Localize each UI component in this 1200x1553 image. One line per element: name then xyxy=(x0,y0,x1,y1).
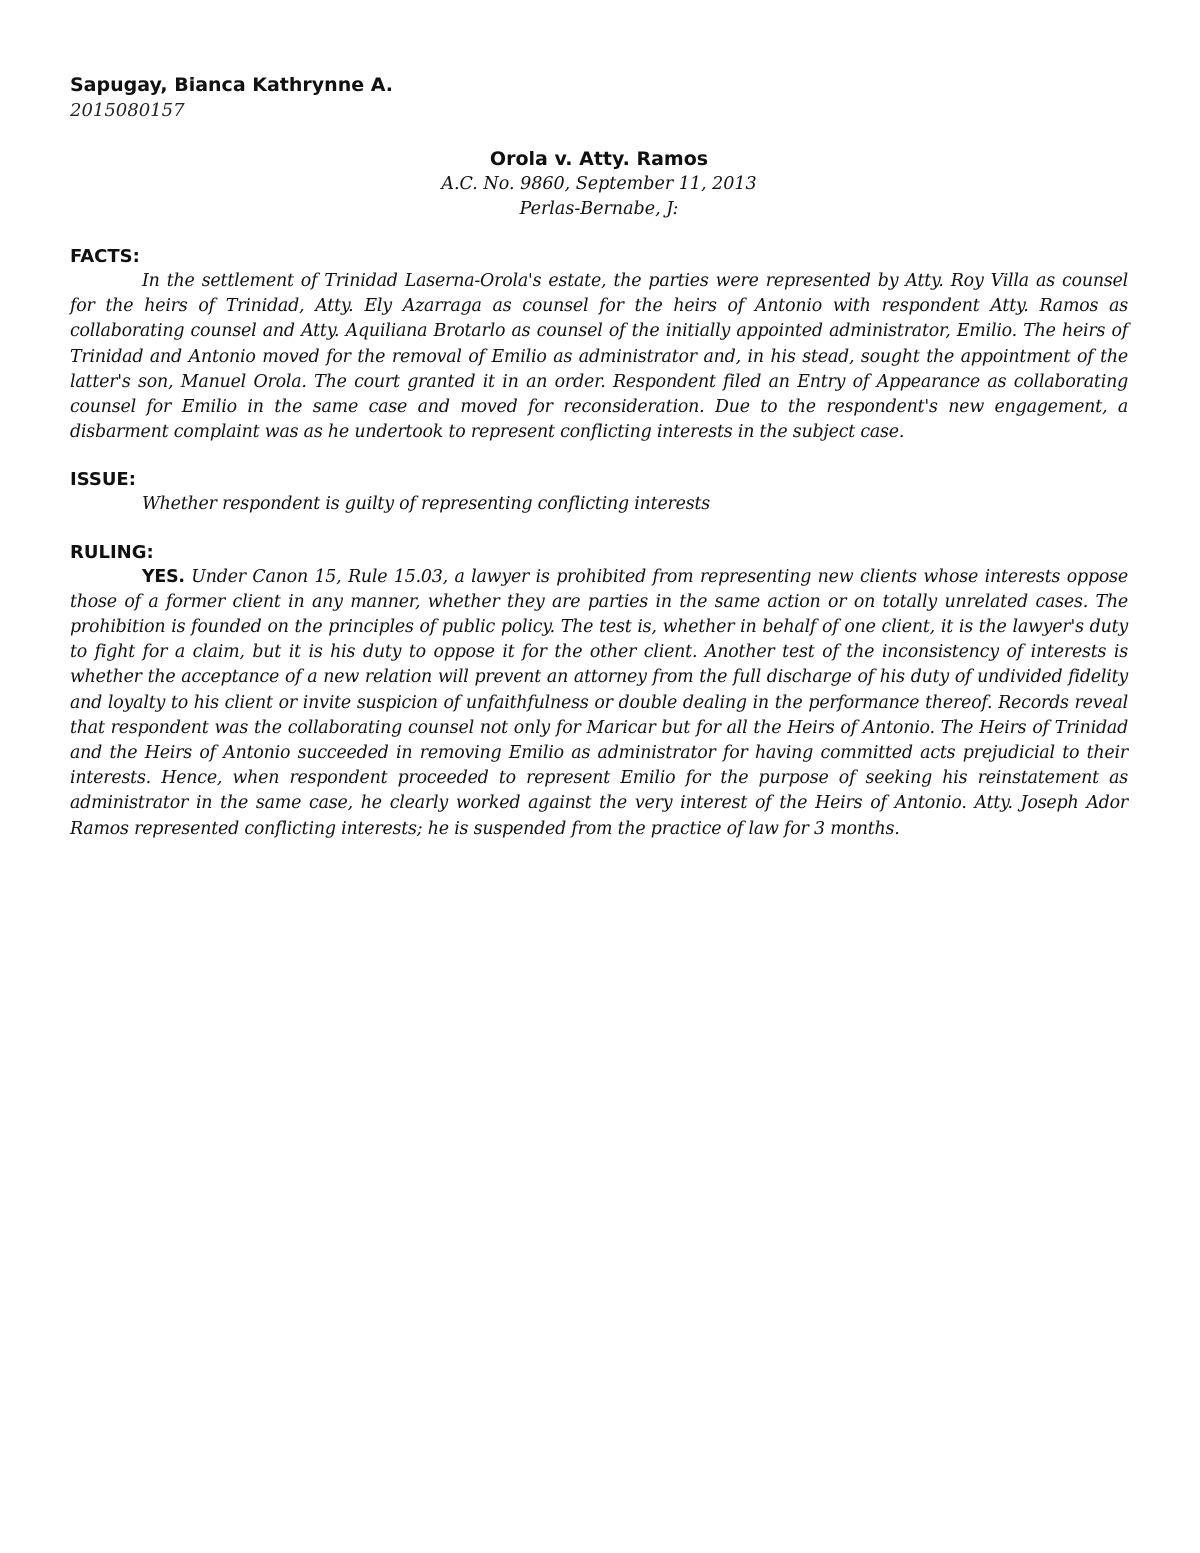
ruling-section xyxy=(70,540,1128,842)
issue-section xyxy=(70,467,1128,517)
ruling-paragraph xyxy=(70,565,1128,842)
author-name: Sapugay, Bianca Kathrynne A. xyxy=(70,74,393,96)
case-header xyxy=(70,146,1128,222)
issue-heading: ISSUE: xyxy=(70,469,136,491)
ruling-answer: YES. xyxy=(142,566,185,587)
ruling-heading: RULING: xyxy=(70,541,154,563)
student-number: 2015080157 xyxy=(70,100,185,121)
case-title: Orola v. Atty. Ramos xyxy=(489,148,709,170)
document-content xyxy=(70,72,1128,842)
case-citation: A.C. No. 9860, September 11, 2013 xyxy=(441,174,757,194)
ruling-text: Under Canon 15, Rule 15.03, a lawyer is prohibited from representing new clients whose interests oppose those of a former client in any manner, whether they are parties in the same action or on totally unrelated cases. The prohibition is founded on the principles of public policy. The test is, whether in behalf of one client, it is the lawyer's duty to fight for a claim, but it is his duty to oppose it for the other client. Another test of the inconsistency of interests is whether the acceptance of a new relation will prevent an attorney from the full discharge of his duty of undivided fidelity and loyalty to his client or invite suspicion of unfaithfulness or double dealing in the performance thereof. Records reveal that respondent was the collaborating counsel not only for Maricar but for all the Heirs of Antonio. The Heirs of Trinidad and the Heirs of Antonio succeeded in removing Emilio as administrator for having committed acts prejudicial to their interests. Hence, when respondent proceeded to represent Emilio for the purpose of seeking his reinstatement as administrator in the same case, he clearly worked against the very interest of the Heirs of Antonio. Atty. Joseph Ador Ramos represented conflicting interests; he is suspended from the practice of law for 3 months. xyxy=(70,566,1128,839)
facts-section xyxy=(70,244,1128,445)
issue-text: Whether respondent is guilty of representing conflicting interests xyxy=(142,494,710,515)
facts-heading: FACTS: xyxy=(70,246,140,267)
case-ponente: Perlas-Bernabe, J: xyxy=(519,199,679,219)
facts-text: In the settlement of Trinidad Laserna-Orola's estate, the parties were represented by Atty. Roy Villa as counsel for the heirs of Trinidad, Atty. Ely Azarraga as counsel for the heirs of Antonio with respondent Atty. Ramos as collaborating counsel and Atty. Aquiliana Brotarlo as counsel of the initially appointed administrator, Emilio. The heirs of Trinidad and Antonio moved for the removal of Emilio as administrator and, in his stead, sought the appointment of the latter's son, Manuel Orola. The court granted it in an order. Respondent filed an Entry of Appearance as collaborating counsel for Emilio in the same case and moved for reconsideration. Due to the respondent's new engagement, a disbarment complaint was as he undertook to represent conflicting interests in the subject case. xyxy=(70,271,1128,443)
